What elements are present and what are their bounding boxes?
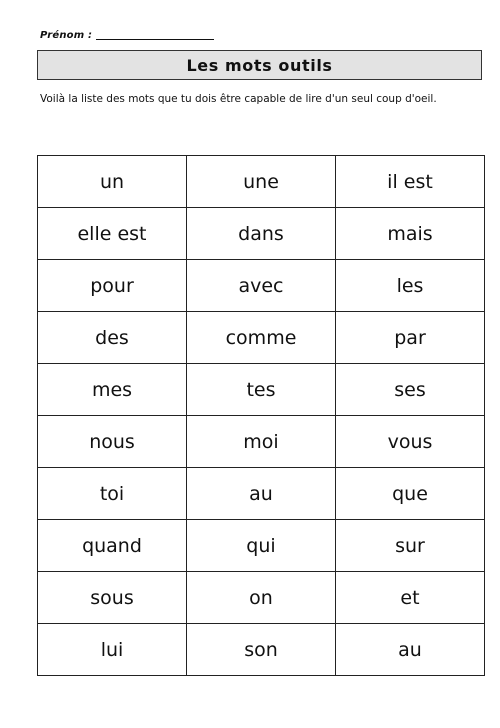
word-cell: mes xyxy=(38,364,187,416)
table-row xyxy=(38,572,485,624)
word-cell: mais xyxy=(336,208,485,260)
word-cell: toi xyxy=(38,468,187,520)
word-cell: lui xyxy=(38,624,187,676)
instructions-text: Voilà la liste des mots que tu dois être capable de lire d'un seul coup d'oeil. xyxy=(40,93,437,105)
word-cell: et xyxy=(336,572,485,624)
word-cell: moi xyxy=(187,416,336,468)
word-table xyxy=(37,155,485,676)
word-cell: vous xyxy=(336,416,485,468)
word-cell: par xyxy=(336,312,485,364)
table-row xyxy=(38,364,485,416)
word-cell: une xyxy=(187,156,336,208)
word-cell: sous xyxy=(38,572,187,624)
name-blank-line xyxy=(96,39,214,40)
word-cell: nous xyxy=(38,416,187,468)
word-cell: on xyxy=(187,572,336,624)
table-row xyxy=(38,416,485,468)
word-cell: un xyxy=(38,156,187,208)
table-row xyxy=(38,260,485,312)
word-cell: que xyxy=(336,468,485,520)
name-label: Prénom : xyxy=(40,30,93,41)
word-cell: des xyxy=(38,312,187,364)
word-cell: quand xyxy=(38,520,187,572)
word-cell: au xyxy=(187,468,336,520)
word-cell: son xyxy=(187,624,336,676)
word-cell: sur xyxy=(336,520,485,572)
word-cell: au xyxy=(336,624,485,676)
word-cell: il est xyxy=(336,156,485,208)
table-row xyxy=(38,468,485,520)
word-cell: les xyxy=(336,260,485,312)
word-cell: pour xyxy=(38,260,187,312)
page-title: Les mots outils xyxy=(186,56,333,75)
word-cell: elle est xyxy=(38,208,187,260)
table-row xyxy=(38,208,485,260)
word-cell: tes xyxy=(187,364,336,416)
name-field xyxy=(40,30,214,41)
word-cell: comme xyxy=(187,312,336,364)
table-row xyxy=(38,312,485,364)
table-row xyxy=(38,156,485,208)
table-row xyxy=(38,520,485,572)
table-row xyxy=(38,624,485,676)
word-cell: avec xyxy=(187,260,336,312)
word-cell: qui xyxy=(187,520,336,572)
word-cell: ses xyxy=(336,364,485,416)
title-banner xyxy=(37,50,482,80)
word-cell: dans xyxy=(187,208,336,260)
